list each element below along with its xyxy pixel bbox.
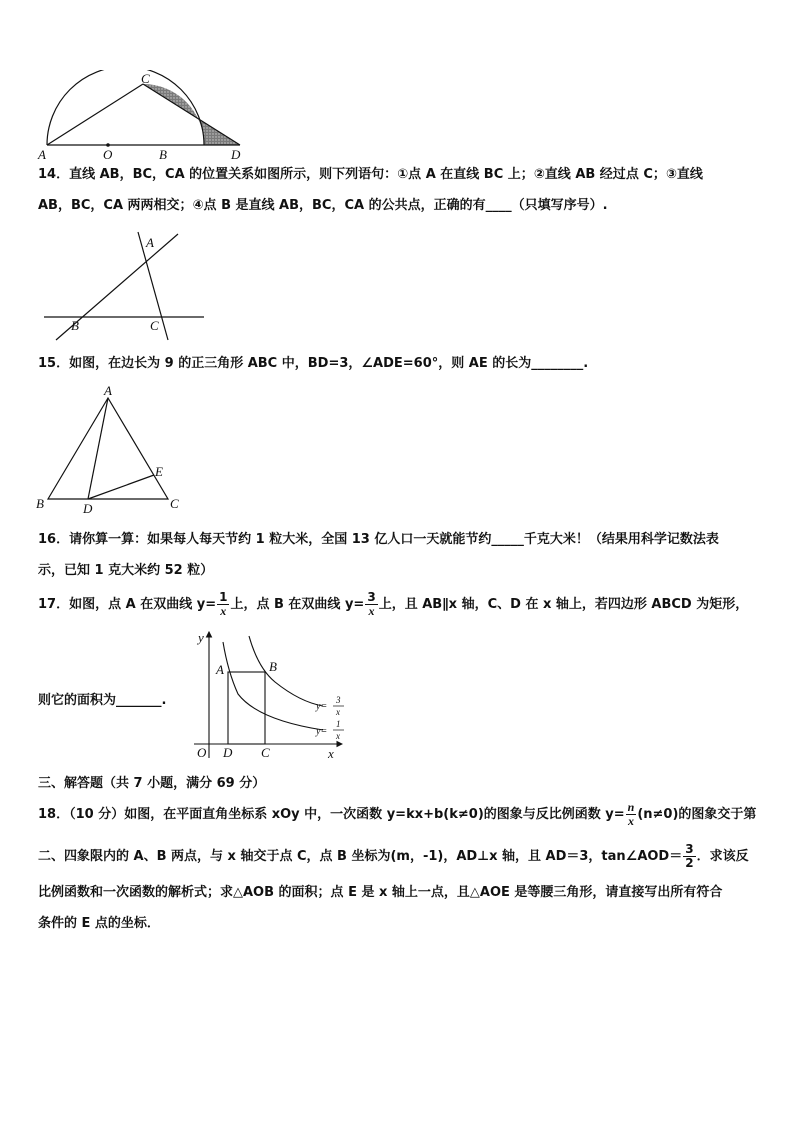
- curve-label-upper-den: x: [336, 707, 340, 717]
- label-b: B: [71, 318, 79, 333]
- curve-label-lower-den: x: [336, 731, 340, 741]
- label-d: D: [223, 745, 233, 760]
- label-c: C: [141, 71, 150, 86]
- q17-text-part2: 上，点 B 在双曲线 y=: [230, 597, 365, 612]
- label-b: B: [159, 147, 167, 162]
- q17-text-part3: 上，且 AB∥x 轴，C、D 在 x 轴上，若四边形 ABCD 为矩形，: [378, 597, 749, 612]
- question-17-line1: [38, 590, 748, 620]
- triangle-abc: [48, 398, 168, 499]
- label-b: B: [36, 496, 44, 511]
- question-16-line1: 16．请你算一算：如果每人每天节约 1 粒大米，全国 13 亿人口一天就能节约_____千克大米！（结果用科学记数法表: [38, 532, 719, 547]
- figure-hyperbola: [190, 628, 360, 763]
- curve-label-lower-lhs: y=: [316, 726, 328, 737]
- curve-label-upper-num: 3: [336, 695, 341, 705]
- figure-equilateral-triangle: [32, 380, 192, 515]
- curve-label-upper-lhs: y=: [316, 701, 328, 712]
- q17-text-part1: 17．如图，点 A 在双曲线 y=: [38, 597, 217, 612]
- tangent-cd: [143, 84, 240, 145]
- question-16-line2: 示，已知 1 克大米约 52 粒）: [38, 563, 214, 578]
- fraction-3-over-2: $\frac{3}{2}$: [685, 842, 694, 870]
- label-b: B: [269, 659, 277, 674]
- q18-text-line2b: ．求该反: [696, 849, 749, 864]
- label-a: A: [38, 147, 46, 162]
- figure-three-lines: [40, 230, 210, 342]
- q18-text-line2a: 二、四象限内的 A、B 两点，与 x 轴交于点 C，点 B 坐标为(m，-1)，AD⊥x 轴，且 AD＝3，tan∠AOD＝: [38, 849, 683, 864]
- label-e: E: [155, 464, 163, 479]
- label-c: C: [261, 745, 270, 760]
- fraction-3-over-x: $\frac{3}{x}$: [367, 590, 376, 618]
- segment-de: [88, 475, 154, 499]
- label-d: D: [231, 147, 241, 162]
- q18-text-part2: (n≠0)的图象交于第: [637, 807, 757, 822]
- curve-3-over-x: [249, 636, 323, 706]
- label-c: C: [150, 318, 159, 333]
- question-14-line1: 14．直线 AB，BC，CA 的位置关系如图所示，则下列语句：①点 A 在直线 BC 上；②直线 AB 经过点 C；③直线: [38, 167, 703, 182]
- label-a: A: [104, 383, 112, 398]
- chord-ac: [47, 84, 143, 145]
- label-d: D: [83, 501, 93, 515]
- segment-ad: [88, 398, 108, 499]
- curve-label-lower-num: 1: [336, 719, 341, 729]
- curve-1-over-x: [223, 642, 323, 730]
- question-14-line2: AB，BC，CA 两两相交；④点 B 是直线 AB，BC，CA 的公共点，正确的有____（只填写序号）.: [38, 198, 608, 213]
- section-3-heading: 三、解答题（共 7 小题，满分 69 分）: [38, 776, 266, 791]
- question-17-line2: 则它的面积为_______.: [38, 693, 167, 708]
- label-a: A: [216, 662, 224, 677]
- question-15-line1: 15．如图，在边长为 9 的正三角形 ABC 中，BD=3，∠ADE=60°，则 AE 的长为________.: [38, 356, 589, 371]
- fraction-n-over-x: $\frac{n}{x}$: [627, 800, 635, 828]
- question-18-line1: [38, 800, 756, 830]
- label-x: x: [328, 746, 334, 761]
- question-18-line4: 条件的 E 点的坐标．: [38, 916, 160, 931]
- label-o: O: [197, 745, 207, 760]
- label-c: C: [170, 496, 179, 511]
- label-o: O: [103, 147, 113, 162]
- fraction-1-over-x: $\frac{1}{x}$: [219, 590, 228, 618]
- q18-text-part1: 18．（10 分）如图，在平面直角坐标系 xOy 中，一次函数 y=kx+b(k≠0)的图象与反比例函数 y=: [38, 807, 625, 822]
- question-18-line3: 比例函数和一次函数的解析式；求△AOB 的面积；点 E 是 x 轴上一点，且△AOE 是等腰三角形，请直接写出所有符合: [38, 885, 723, 900]
- label-a: A: [146, 235, 154, 250]
- question-18-line2: [38, 842, 749, 872]
- label-y: y: [198, 630, 204, 645]
- figure-semicircle: [32, 70, 252, 162]
